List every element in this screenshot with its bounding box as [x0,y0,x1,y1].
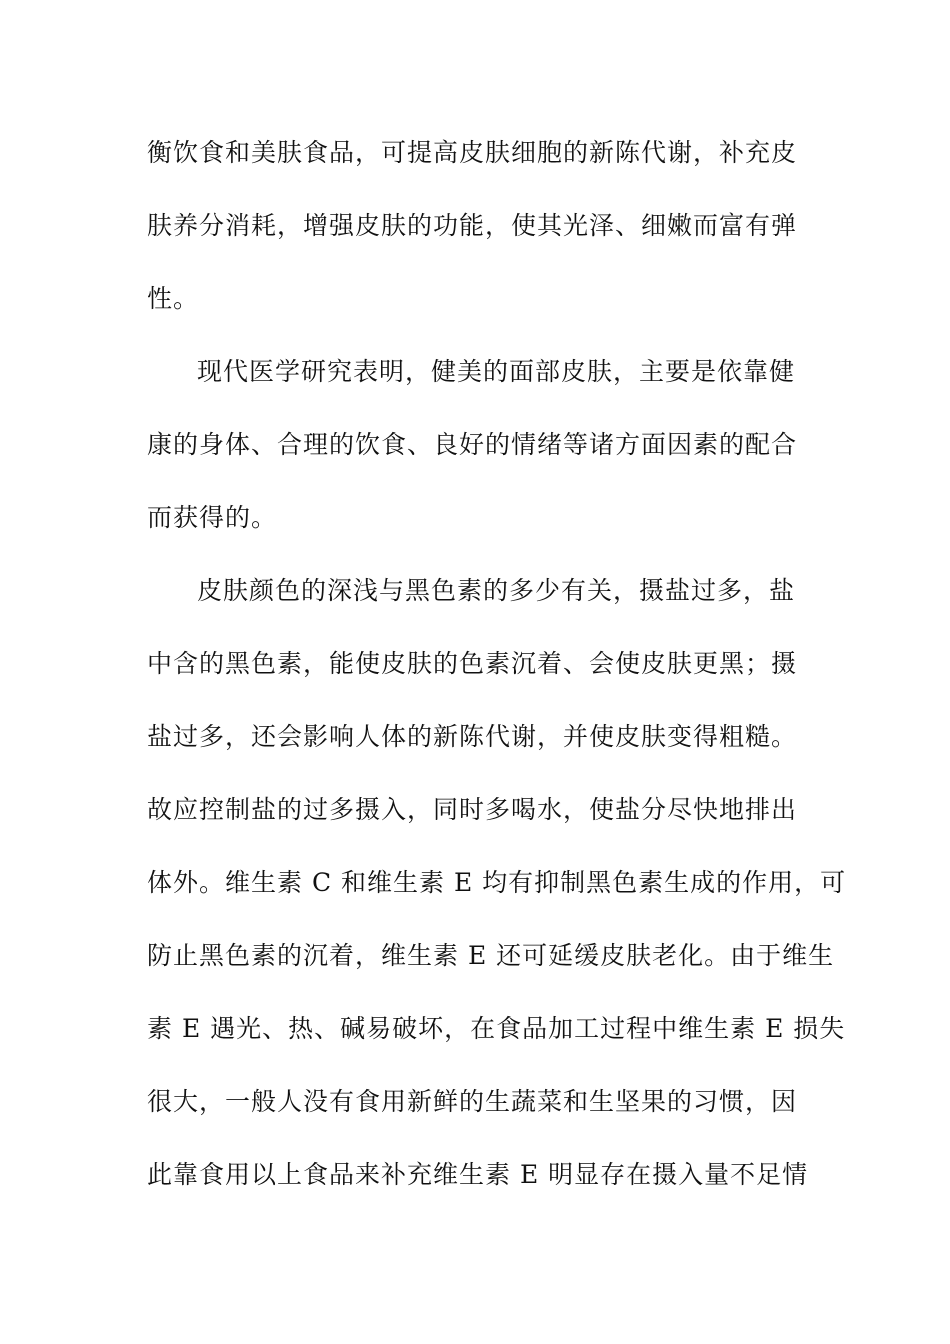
paragraph-line: 皮肤颜色的深浅与黑色素的多少有关，摄盐过多，盐 [197,576,796,605]
paragraph-line: 素 E 遇光、热、碱易破坏，在食品加工过程中维生素 E 损失 [147,1014,846,1043]
paragraph-line: 此靠食用以上食品来补充维生素 E 明显存在摄入量不足情 [147,1160,809,1189]
paragraph-line: 肤养分消耗，增强皮肤的功能，使其光泽、细嫩而富有弹 [147,211,798,240]
paragraph-line: 衡饮食和美肤食品，可提高皮肤细胞的新陈代谢，补充皮 [147,138,798,167]
paragraph-line: 现代医学研究表明，健美的面部皮肤，主要是依靠健 [197,357,796,386]
paragraph-skin-color [147,566,847,1223]
paragraph-medical-research [147,347,807,566]
paragraph-continued [147,128,807,347]
paragraph-line: 性。 [147,284,200,313]
paragraph-line: 体外。维生素 C 和维生素 E 均有抑制黑色素生成的作用，可 [147,868,847,897]
paragraph-line: 康的身体、合理的饮食、良好的情绪等诸方面因素的配合 [147,430,798,459]
paragraph-line: 盐过多，还会影响人体的新陈代谢，并使皮肤变得粗糙。 [147,722,798,751]
paragraph-line: 防止黑色素的沉着，维生素 E 还可延缓皮肤老化。由于维生 [147,941,835,970]
paragraph-line: 中含的黑色素，能使皮肤的色素沉着、会使皮肤更黑；摄 [147,649,798,678]
paragraph-line: 而获得的。 [147,503,278,532]
paragraph-line: 故应控制盐的过多摄入，同时多喝水，使盐分尽快地排出 [147,795,798,824]
paragraph-line: 很大，一般人没有食用新鲜的生蔬菜和生坚果的习惯，因 [147,1087,798,1116]
document-body [147,128,847,1223]
